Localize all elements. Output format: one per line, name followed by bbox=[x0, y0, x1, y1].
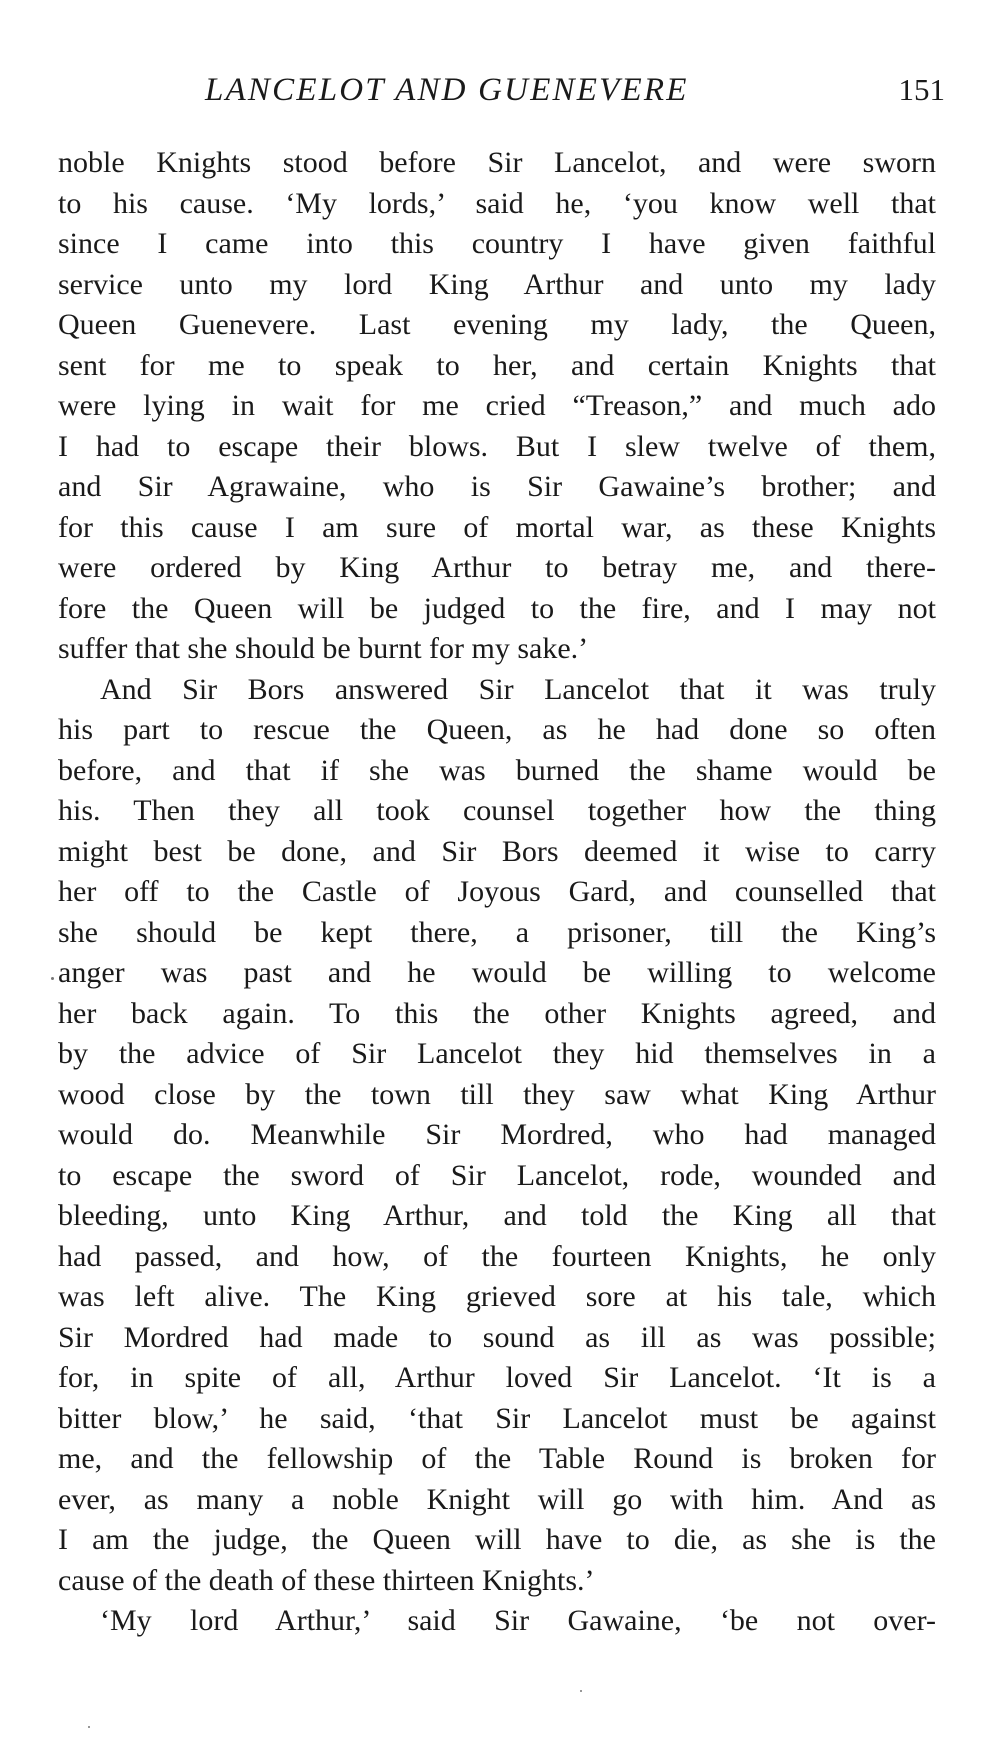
text-line: his part to rescue the Queen, as he had done so often bbox=[58, 713, 936, 746]
text-line: anger was past and he would be willing to welcome bbox=[58, 956, 936, 989]
body-text bbox=[58, 143, 936, 1642]
paragraph-start-line: And Sir Bors answered Sir Lancelot that it was truly bbox=[100, 672, 936, 706]
page-header bbox=[205, 68, 945, 112]
text-line: fore the Queen will be judged to the fire, and I may not bbox=[58, 591, 936, 625]
text-line: to his cause. ‘My lords,’ said he, ‘you know well that bbox=[58, 186, 936, 220]
text-line: ever, as many a noble Knight will go with him. And as bbox=[58, 1482, 936, 1516]
text-line: bitter blow,’ he said, ‘that Sir Lancelot must be against bbox=[58, 1401, 936, 1435]
text-line: by the advice of Sir Lancelot they hid themselves in a bbox=[58, 1037, 936, 1070]
text-line: for this cause I am sure of mortal war, as these Knights bbox=[58, 510, 936, 544]
text-line: bleeding, unto King Arthur, and told the King all that bbox=[58, 1199, 936, 1232]
text-line: and Sir Agrawaine, who is Sir Gawaine’s brother; and bbox=[58, 470, 936, 503]
text-line: she should be kept there, a prisoner, till the King’s bbox=[58, 915, 936, 949]
text-line: wood close by the town till they saw what King Arthur bbox=[58, 1077, 936, 1111]
paragraph-start-line: ‘My lord Arthur,’ said Sir Gawaine, ‘be not over- bbox=[100, 1604, 936, 1637]
paragraph-end-line: cause of the death of these thirteen Knights.’ bbox=[58, 1563, 595, 1597]
paper-speck bbox=[88, 1726, 90, 1728]
text-line: Sir Mordred had made to sound as ill as was possible; bbox=[58, 1320, 936, 1354]
text-line: were lying in wait for me cried “Treason,” and much ado bbox=[58, 389, 936, 422]
paper-speck bbox=[51, 977, 54, 980]
paragraph-end-line: suffer that she should be burnt for my sake.’ bbox=[58, 632, 589, 665]
text-line: her back again. To this the other Knights agreed, and bbox=[58, 996, 936, 1030]
text-line: to escape the sword of Sir Lancelot, rode, wounded and bbox=[58, 1158, 936, 1192]
paper-speck bbox=[580, 1690, 582, 1692]
text-line: I had to escape their blows. But I slew twelve of them, bbox=[58, 429, 936, 463]
text-line: Queen Guenevere. Last evening my lady, the Queen, bbox=[58, 308, 936, 341]
text-line: had passed, and how, of the fourteen Knights, he only bbox=[58, 1239, 936, 1273]
text-line: me, and the fellowship of the Table Round is broken for bbox=[58, 1442, 936, 1475]
text-line: would do. Meanwhile Sir Mordred, who had managed bbox=[58, 1118, 936, 1151]
text-line: sent for me to speak to her, and certain Knights that bbox=[58, 348, 936, 382]
text-line: before, and that if she was burned the shame would be bbox=[58, 753, 936, 787]
text-line: her off to the Castle of Joyous Gard, and counselled that bbox=[58, 875, 936, 908]
text-line: noble Knights stood before Sir Lancelot, and were sworn bbox=[58, 146, 936, 179]
running-title: LANCELOT AND GUENEVERE bbox=[205, 72, 689, 108]
text-line: his. Then they all took counsel together how the thing bbox=[58, 794, 936, 827]
text-line: was left alive. The King grieved sore at his tale, which bbox=[58, 1280, 936, 1313]
text-line: since I came into this country I have given faithful bbox=[58, 227, 936, 260]
text-line: might best be done, and Sir Bors deemed it wise to carry bbox=[58, 834, 936, 868]
text-line: were ordered by King Arthur to betray me, and there- bbox=[58, 551, 936, 584]
text-line: for, in spite of all, Arthur loved Sir Lancelot. ‘It is a bbox=[58, 1361, 936, 1394]
text-line: I am the judge, the Queen will have to die, as she is the bbox=[58, 1523, 936, 1556]
text-line: service unto my lord King Arthur and unto my lady bbox=[58, 267, 936, 301]
page-number: 151 bbox=[898, 72, 945, 107]
